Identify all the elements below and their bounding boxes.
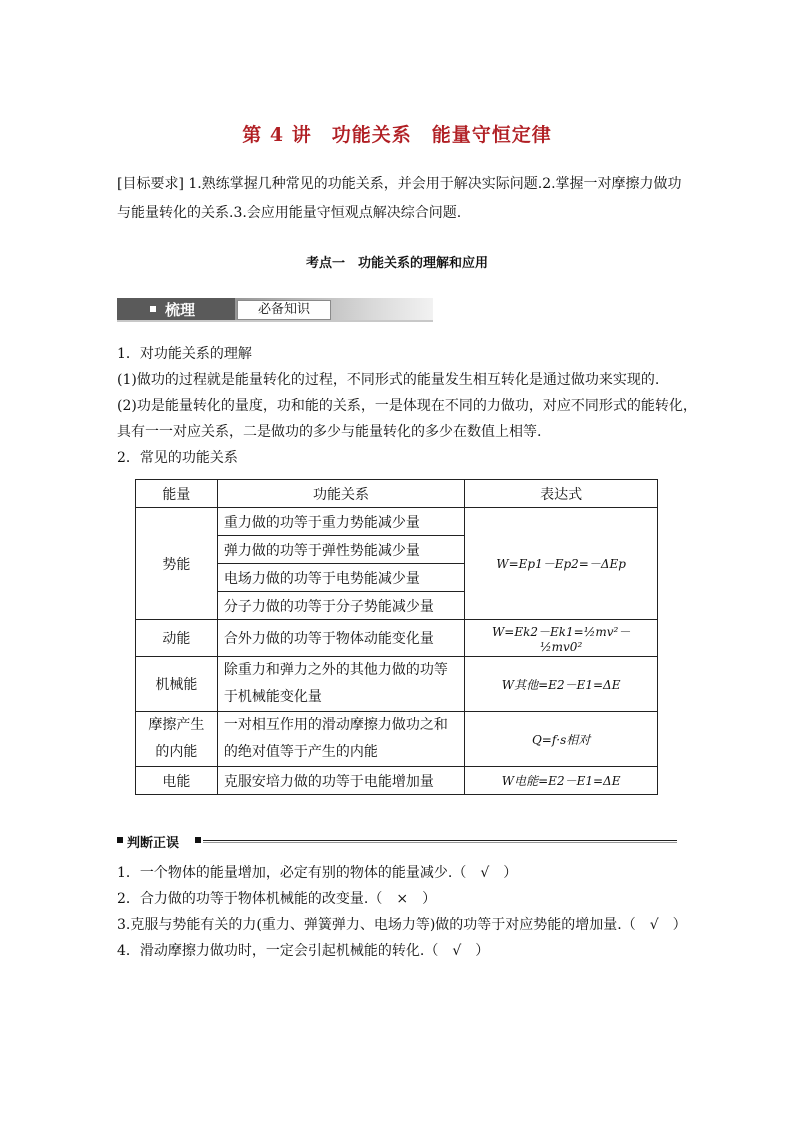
banner-sublabel: 必备知识 bbox=[237, 300, 331, 320]
cell-potential-expr bbox=[465, 508, 658, 620]
knowledge-banner bbox=[117, 298, 433, 322]
table-row bbox=[136, 712, 658, 767]
goal-paragraph bbox=[117, 170, 687, 228]
cell-relation: 分子力做的功等于分子势能减少量 bbox=[217, 592, 464, 620]
header-energy: 能量 bbox=[136, 480, 218, 508]
lecture-title: 第 4 讲 功能关系 能量守恒定律 bbox=[242, 124, 552, 146]
cell-kinetic-label: 动能 bbox=[136, 620, 218, 657]
judge-list bbox=[117, 860, 697, 964]
judge-item: 4．滑动摩擦力做功时，一定会引起机械能的转化.（ √ ） bbox=[117, 943, 490, 959]
cell-relation: 弹力做的功等于弹性势能减少量 bbox=[217, 536, 464, 564]
cell-mechanical-label: 机械能 bbox=[136, 657, 218, 712]
goal-text: 1.熟练掌握几种常见的功能关系，并会用于解决实际问题.2.掌握一对摩擦力做功与能量转化的关系.3.会应用能量守恒观点解决综合问题. bbox=[117, 176, 682, 221]
header-expression: 表达式 bbox=[465, 480, 658, 508]
table-row bbox=[136, 620, 658, 657]
table-row bbox=[136, 508, 658, 536]
label-line: 的内能 bbox=[155, 744, 198, 760]
goal-tag: [目标要求] bbox=[117, 176, 184, 192]
judge-heading bbox=[117, 832, 677, 851]
relation-line: 一对相互作用的滑动摩擦力做功之和 bbox=[223, 717, 448, 733]
judge-item: 1．一个物体的能量增加，必定有别的物体的能量减少.（ √ ） bbox=[117, 865, 518, 881]
banner-shadow bbox=[117, 320, 433, 322]
cell-relation: 电场力做的功等于电势能减少量 bbox=[217, 564, 464, 592]
relation-line: 的绝对值等于产生的内能 bbox=[223, 744, 378, 760]
section-title: 考点一 功能关系的理解和应用 bbox=[305, 256, 488, 271]
table-row bbox=[136, 767, 658, 795]
knowledge-line: 1．对功能关系的理解 bbox=[117, 346, 252, 362]
knowledge-line: (2)功是能量转化的量度，功和能的关系，一是体现在不同的力做功，对应不同形式的能转化， bbox=[117, 398, 697, 414]
label-line: 摩擦产生 bbox=[148, 717, 205, 733]
cell-relation bbox=[217, 657, 464, 712]
cell-relation: 合外力做的功等于物体动能变化量 bbox=[217, 620, 464, 657]
heading-rule bbox=[203, 840, 677, 841]
cell-relation: 重力做的功等于重力势能减少量 bbox=[217, 508, 464, 536]
cell-electric-label: 电能 bbox=[136, 767, 218, 795]
cell-electric-expr: W电能=E2－E1=ΔE bbox=[465, 767, 658, 795]
cell-kinetic-expr: W=Ek2－Ek1=½mv²－½mv0² bbox=[465, 620, 658, 657]
knowledge-line: 具有一一对应关系，二是做功的多少与能量转化的多少在数值上相等. bbox=[117, 424, 542, 440]
judge-item: 3.克服与势能有关的力(重力、弹簧弹力、电场力等)做的功等于对应势能的增加量.（ √ ） bbox=[117, 917, 687, 933]
work-energy-table bbox=[135, 479, 658, 795]
knowledge-text bbox=[117, 341, 697, 471]
cell-friction-expr: Q=f·s相对 bbox=[465, 712, 658, 767]
cell-relation bbox=[217, 712, 464, 767]
banner-label: 梳理 bbox=[165, 301, 196, 319]
square-bullet-icon bbox=[195, 837, 201, 843]
cell-relation: 克服安培力做的功等于电能增加量 bbox=[217, 767, 464, 795]
table-header-row bbox=[136, 480, 658, 508]
cell-potential-label: 势能 bbox=[136, 508, 218, 620]
judge-heading-label: 判断正误 bbox=[127, 836, 180, 851]
banner-dark-block bbox=[117, 298, 235, 320]
relation-line: 除重力和弹力之外的其他力做的功等 bbox=[223, 662, 448, 678]
square-bullet-icon bbox=[117, 837, 123, 843]
knowledge-line: 2．常见的功能关系 bbox=[117, 450, 238, 466]
relation-line: 于机械能变化量 bbox=[223, 689, 322, 705]
heading-rule bbox=[203, 842, 677, 843]
table-row bbox=[136, 657, 658, 712]
knowledge-line: (1)做功的过程就是能量转化的过程，不同形式的能量发生相互转化是通过做功来实现的. bbox=[117, 372, 660, 388]
square-bullet-icon bbox=[150, 306, 156, 312]
cell-mechanical-expr: W其他=E2－E1=ΔE bbox=[465, 657, 658, 712]
cell-friction-label bbox=[136, 712, 218, 767]
header-relation: 功能关系 bbox=[217, 480, 464, 508]
expression-text: W=Ep1－Ep2=－ΔEp bbox=[496, 557, 626, 571]
judge-item: 2．合力做的功等于物体机械能的改变量.（ × ） bbox=[117, 891, 437, 907]
